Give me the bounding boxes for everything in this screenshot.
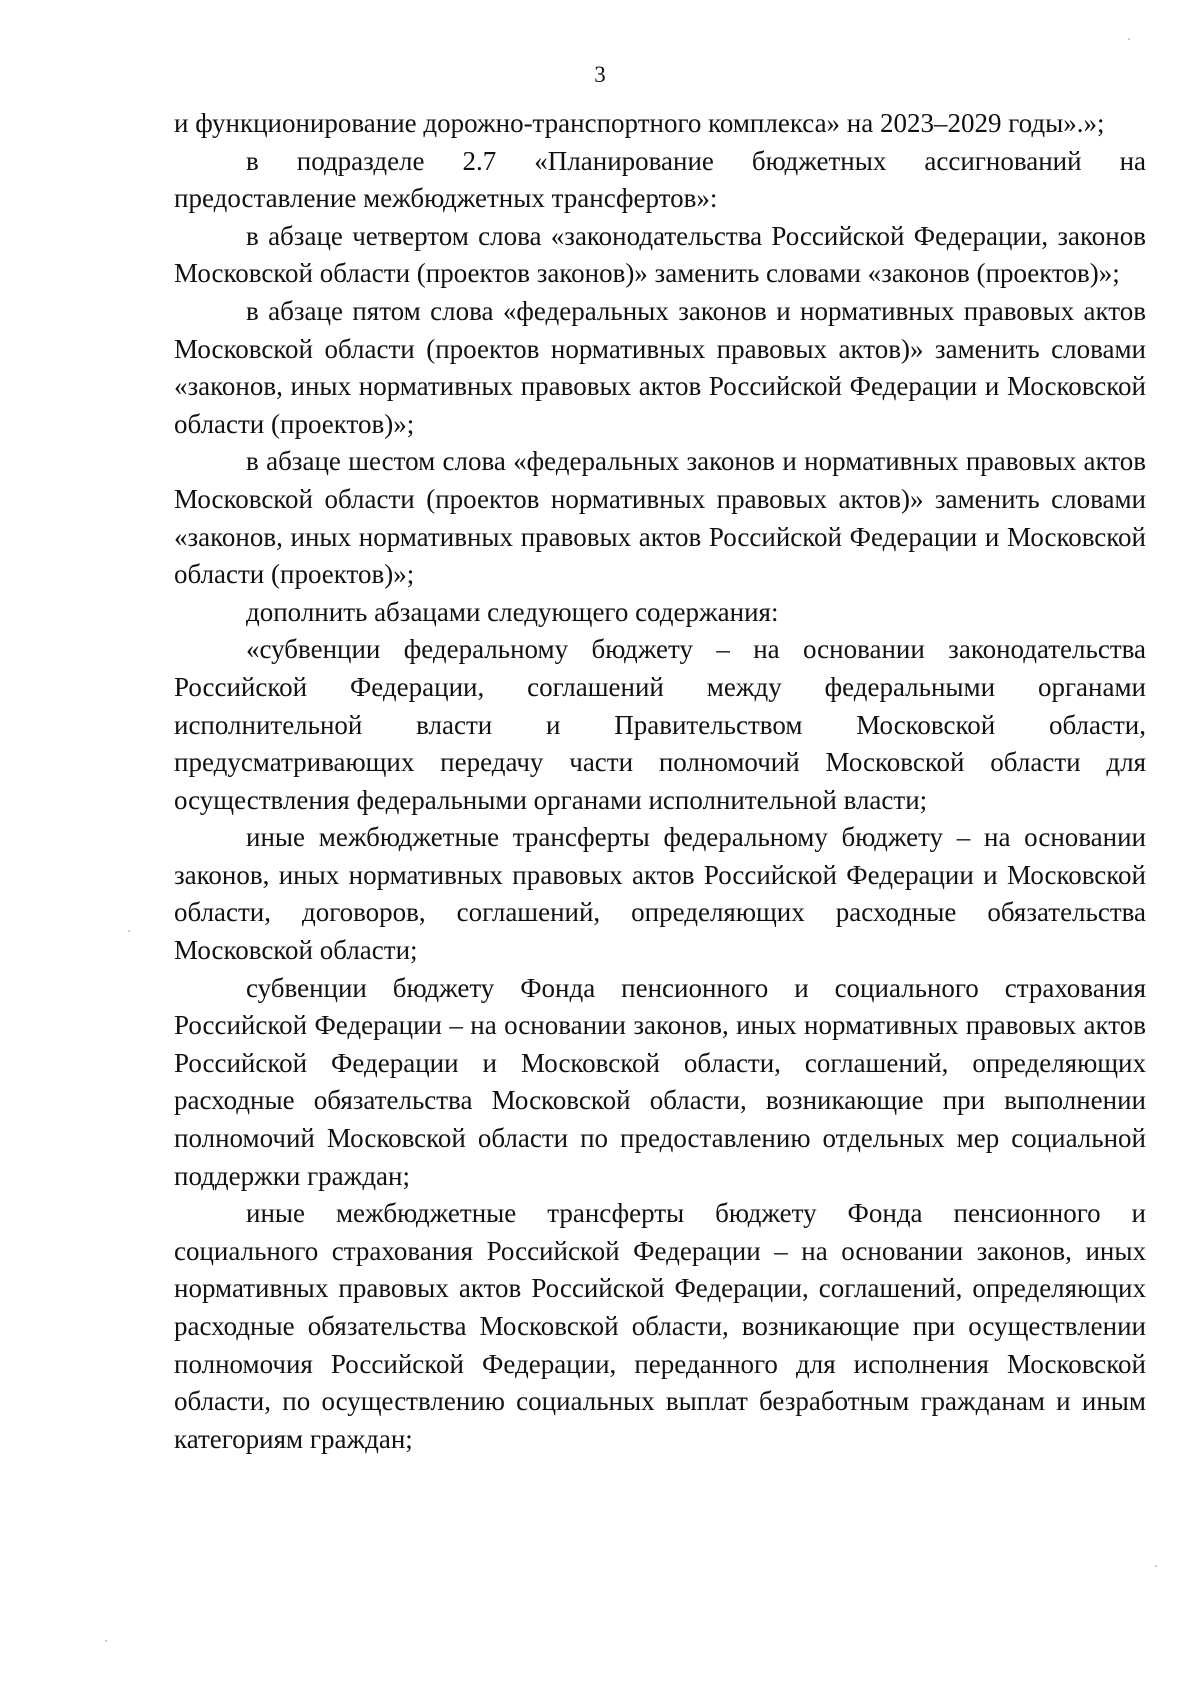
document-body bbox=[174, 105, 1146, 1458]
paragraph-8: иные межбюджетные трансферты федеральному бюджету – на основании законов, иных нормативных правовых актов Российской Федерации и Московской области, договоров, соглашений, определяющих расходные обязательства Московской области; bbox=[174, 822, 1146, 966]
scan-speck bbox=[105, 1640, 107, 1642]
paragraph-7: «субвенции федеральному бюджету – на основании законодательства Российской Федерации, соглашений между федеральными органами исполнительной власти и Правительством Московской области, предусматривающих передачу части полномочий Московской области для осуществления федеральными органами исполнительной власти; bbox=[174, 634, 1146, 815]
paragraph-6: дополнить абзацами следующего содержания: bbox=[246, 596, 779, 627]
paragraph-1: и функционирование дорожно-транспортного комплекса» на 2023–2029 годы».»; bbox=[174, 108, 1105, 138]
scan-speck bbox=[1128, 38, 1130, 40]
scan-speck bbox=[1155, 1565, 1157, 1567]
paragraph-2: в подразделе 2.7 «Планирование бюджетных ассигнований на предоставление межбюджетных трансфертов»: bbox=[174, 145, 1146, 214]
paragraph-3: в абзаце четвертом слова «законодательства Российской Федерации, законов Московской области (проектов законов)» заменить словами «законов (проектов)»; bbox=[174, 220, 1146, 289]
paragraph-5: в абзаце шестом слова «федеральных законов и нормативных правовых актов Московской области (проектов нормативных правовых актов)» заменить словами «законов, иных нормативных правовых актов Российской Федерации и Московской области (проектов)»; bbox=[174, 446, 1146, 590]
scan-speck bbox=[128, 930, 130, 932]
paragraph-10: иные межбюджетные трансферты бюджету Фонда пенсионного и социального страхования Российской Федерации – на основании законов, иных нормативных правовых актов Российской Федерации, соглашений, определяющих расходные обязательства Московской области, возникающие при осуществлении полномочия Российской Федерации, переданного для исполнения Московской области, по осуществлению социальных выплат безработным гражданам и иным категориям граждан; bbox=[174, 1198, 1146, 1454]
paragraph-9: субвенции бюджету Фонда пенсионного и социального страхования Российской Федерации – на основании законов, иных нормативных правовых актов Российской Федерации и Московской области, соглашений, определяющих расходные обязательства Московской области, возникающие при выполнении полномочий Московской области по предоставлению отдельных мер социальной поддержки граждан; bbox=[174, 972, 1146, 1191]
paragraph-4: в абзаце пятом слова «федеральных законов и нормативных правовых актов Московской области (проектов нормативных правовых актов)» заменить словами «законов, иных нормативных правовых актов Российской Федерации и Московской области (проектов)»; bbox=[174, 295, 1146, 439]
page-number: 3 bbox=[594, 62, 606, 87]
